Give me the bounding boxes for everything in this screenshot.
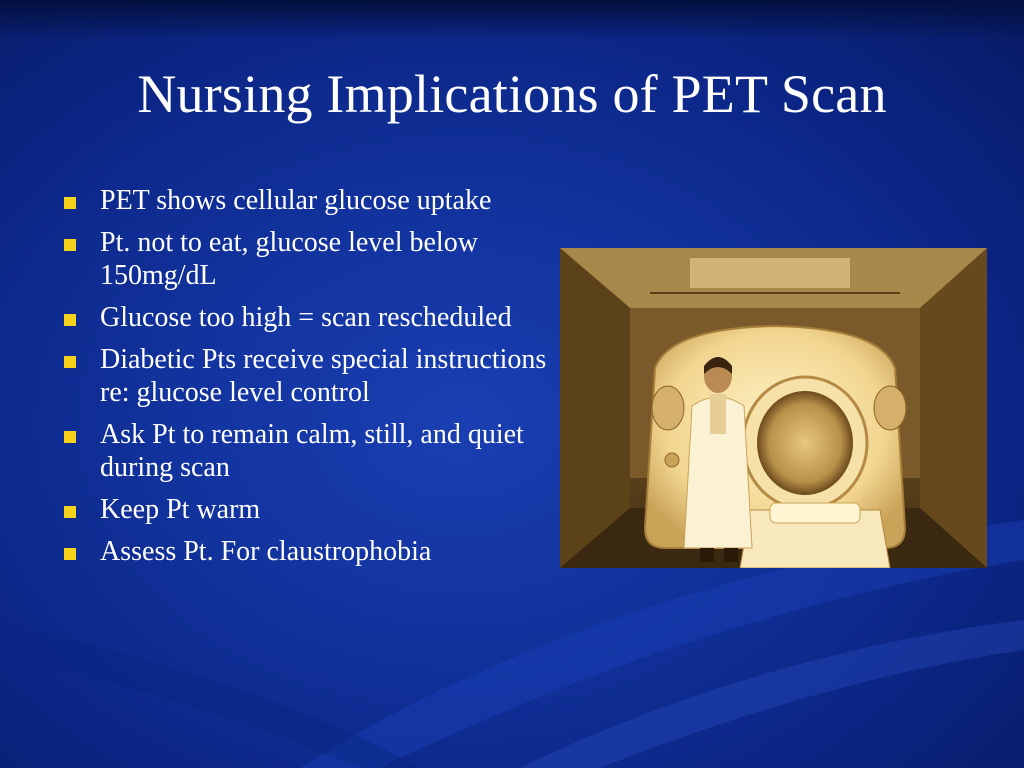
bullet-item [62,184,552,217]
square-bullet-icon [64,314,76,326]
square-bullet-icon [64,239,76,251]
bullet-list [62,184,552,577]
square-bullet-icon [64,506,76,518]
bullet-item [62,343,552,409]
bullet-item [62,493,552,526]
slide-title: Nursing Implications of PET Scan [137,64,887,124]
bullet-text: Assess Pt. For claustrophobia [100,536,432,567]
bullet-text: Keep Pt warm [100,494,261,525]
pet-scanner-illustration [560,248,987,568]
bullet-item [62,418,552,484]
bullet-text: Pt. not to eat, glucose level below 150mg/dL [100,227,478,291]
square-bullet-icon [64,197,76,209]
bullet-item [62,301,552,334]
square-bullet-icon [64,356,76,368]
square-bullet-icon [64,431,76,443]
bullet-item [62,226,552,292]
bullet-text: Diabetic Pts receive special instructions re: glucose level control [100,344,547,408]
pet-scanner-photo [560,248,987,568]
bullet-text: PET shows cellular glucose uptake [100,185,492,216]
bullet-item [62,535,552,568]
bullet-text: Glucose too high = scan rescheduled [100,302,512,333]
bullet-text: Ask Pt to remain calm, still, and quiet during scan [100,419,524,483]
square-bullet-icon [64,548,76,560]
